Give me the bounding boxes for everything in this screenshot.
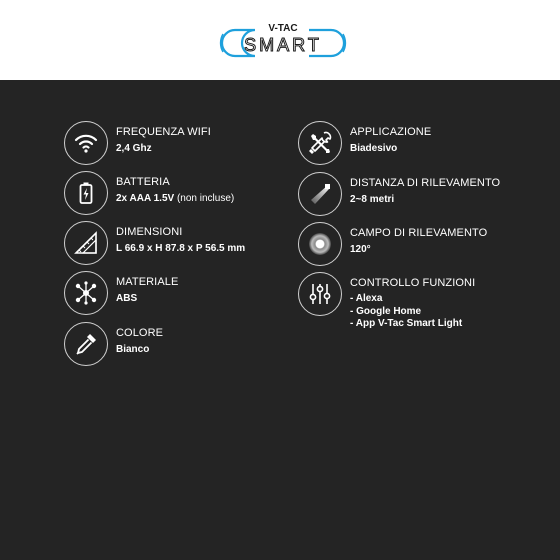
sliders-icon: [298, 272, 342, 316]
spec-label: APPLICAZIONE: [350, 126, 432, 138]
pipette-icon: [64, 322, 108, 366]
spec-wifi: [64, 121, 294, 167]
spec-value: ABS: [116, 293, 138, 304]
wifi-icon: [64, 121, 108, 165]
spec-detection-field: [298, 222, 528, 268]
spec-label: COLORE: [116, 327, 164, 339]
spec-detection-distance: [298, 172, 528, 218]
spec-label: DIMENSIONI: [116, 226, 183, 238]
spec-label: CAMPO DI RILEVAMENTO: [350, 227, 488, 239]
ruler-icon: [64, 221, 108, 265]
spec-value: 2~8 metri: [350, 194, 395, 205]
spec-label: CONTROLLO FUNZIONI: [350, 277, 476, 289]
specs-panel: [0, 80, 560, 560]
battery-icon: [64, 171, 108, 215]
molecule-icon: [64, 271, 108, 315]
battery-value: 2x AAA 1.5V: [116, 193, 175, 204]
list-item: - Google Home: [350, 305, 422, 317]
spec-color: [64, 322, 294, 368]
spec-application: [298, 121, 528, 167]
battery-note: (non incluse): [176, 193, 235, 204]
control-list: [350, 293, 475, 331]
spec-battery: [64, 171, 294, 217]
spec-control-functions: [298, 272, 528, 342]
v-tac-smart-logo: [215, 20, 351, 66]
spec-value: Biadesivo: [350, 143, 398, 154]
brand-top-text: V-TAC: [268, 23, 298, 34]
detection-distance-icon: [298, 172, 342, 216]
header: [0, 0, 560, 80]
spec-label: FREQUENZA WIFI: [116, 126, 211, 138]
spec-label: MATERIALE: [116, 276, 179, 288]
spec-label: DISTANZA DI RILEVAMENTO: [350, 177, 501, 189]
spec-label: BATTERIA: [116, 176, 170, 188]
brand-main-text: SMART: [244, 35, 322, 55]
spec-value: 2,4 Ghz: [116, 143, 152, 154]
list-item: - App V-Tac Smart Light: [350, 318, 463, 329]
spec-material: [64, 271, 294, 317]
spec-dimensions: [64, 221, 294, 267]
spec-value: L 66.9 x H 87.8 x P 56.5 mm: [116, 243, 246, 254]
tools-icon: [298, 121, 342, 165]
list-item: - Alexa: [350, 293, 383, 304]
spec-value: 120°: [350, 244, 371, 255]
spec-value: Bianco: [116, 344, 150, 355]
spec-value: [116, 192, 234, 205]
detection-field-icon: [298, 222, 342, 266]
